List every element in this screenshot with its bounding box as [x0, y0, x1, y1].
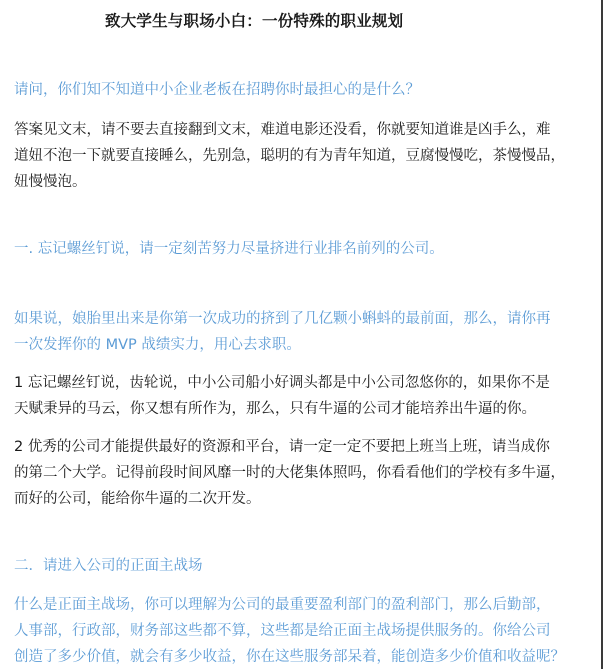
section-one-para-line-2: 一次发挥你的 MVP 战绩实力，用心去求职。 — [14, 337, 301, 353]
intro-line-2: 道妞不泡一下就要直接睡么，先别急，聪明的有为青年知道，豆腐慢慢吃，茶慢慢品， — [14, 148, 565, 164]
point-one-line-1: 1 忘记螺丝钉说，齿轮说，中小公司船小好调头都是中小公司忽悠你的，如果你不是 — [14, 375, 550, 391]
question-line: 请问，你们知不知道中小企业老板在招聘你时最担心的是什么？ — [14, 82, 420, 98]
section-two-para-line-3: 创造了多少价值，就会有多少收益，你在这些服务部呆着，能创造多少价值和收益呢？ — [14, 649, 565, 665]
document-title: 致大学生与职场小白：一份特殊的职业规划 — [105, 12, 404, 30]
intro-line-3: 妞慢慢泡。 — [14, 174, 87, 190]
point-two-line-2: 的第二个大学。记得前段时间风靡一时的大佬集体照吗，你看看他们的学校有多牛逼， — [14, 465, 565, 481]
intro-line-1: 答案见文末，请不要去直接翻到文末，难道电影还没看，你就要知道谁是凶手么，难 — [14, 122, 551, 138]
point-two-line-3: 而好的公司，能给你牛逼的二次开发。 — [14, 491, 261, 507]
point-one-line-2: 天赋秉异的马云，你又想有所作为，那么，只有牛逼的公司才能培养出牛逼的你。 — [14, 401, 536, 417]
section-two-para-line-1: 什么是正面主战场，你可以理解为公司的最重要盈利部门的盈利部门，那么后勤部， — [14, 597, 551, 613]
section-one-heading: 一. 忘记螺丝钉说，请一定刻苦努力尽量挤进行业排名前列的公司。 — [14, 241, 444, 257]
section-two-para-line-2: 人事部，行政部，财务部这些都不算，这些都是给正面主战场提供服务的。你给公司 — [14, 623, 551, 639]
section-one-para-line-1: 如果说，娘胎里出来是你第一次成功的挤到了几亿颗小蝌蚪的最前面，那么，请你再 — [14, 311, 551, 327]
point-two-line-1: 2 优秀的公司才能提供最好的资源和平台，请一定一定不要把上班当上班，请当成你 — [14, 439, 550, 455]
section-two-heading: 二．请进入公司的正面主战场 — [14, 558, 203, 574]
